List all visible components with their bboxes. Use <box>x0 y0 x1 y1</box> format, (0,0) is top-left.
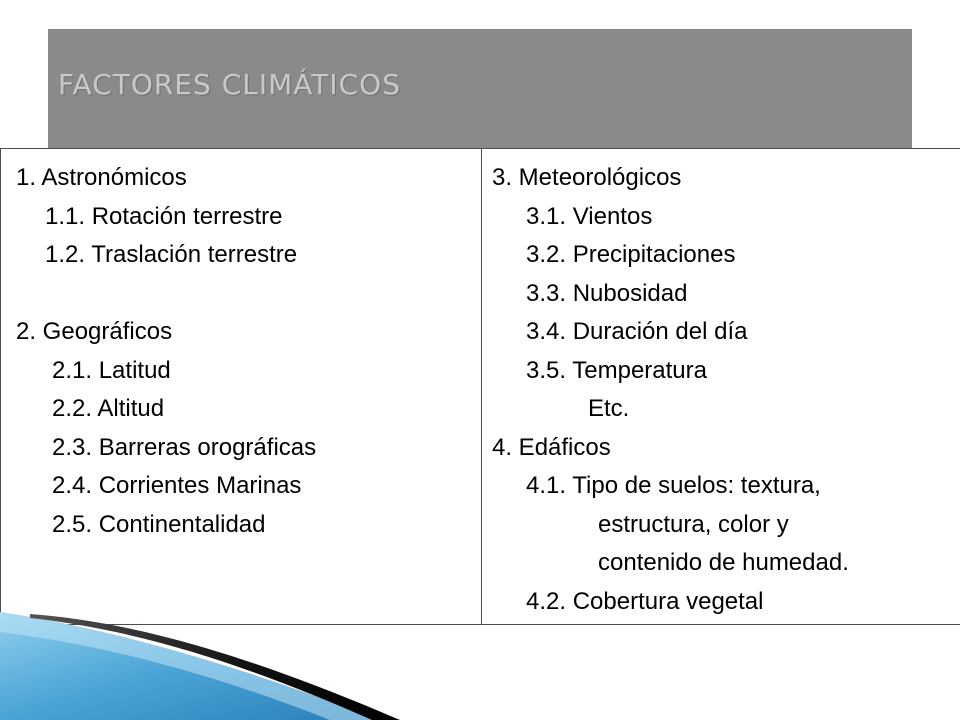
right-column-cell <box>482 149 960 625</box>
factors-table <box>0 148 960 625</box>
factor-item: contenido de humedad. <box>598 549 849 576</box>
factor-heading: 1. Astronómicos <box>16 164 187 191</box>
factor-heading: 2. Geográficos <box>16 318 173 345</box>
factor-item: 4.2. Cobertura vegetal <box>526 587 764 615</box>
factor-heading: 3. Meteorológicos <box>492 164 682 191</box>
factor-item: 1.1. Rotación terrestre <box>45 202 283 230</box>
factor-item: 3.2. Precipitaciones <box>526 241 736 268</box>
factor-item: 2.2. Altitud <box>52 395 165 422</box>
left-column-list <box>1 149 481 544</box>
factor-item: 3.3. Nubosidad <box>526 279 688 307</box>
factor-item: Etc. <box>588 395 630 422</box>
factor-item: 3.1. Vientos <box>526 202 653 230</box>
factor-item: 4.1. Tipo de suelos: textura, <box>526 472 821 499</box>
table-row <box>1 149 960 625</box>
spacer <box>16 275 481 314</box>
right-column-list <box>482 149 960 621</box>
factor-item: 3.4. Duración del día <box>526 318 748 345</box>
factor-item: 3.5. Temperatura <box>526 356 707 384</box>
factor-item: estructura, color y <box>598 510 789 538</box>
factor-item: 1.2. Traslación terrestre <box>45 241 298 268</box>
factor-heading: 4. Edáficos <box>492 433 611 461</box>
left-column-cell <box>1 149 482 625</box>
slide-title: FACTORES CLIMÁTICOS <box>58 68 401 101</box>
factor-item: 2.5. Continentalidad <box>52 510 266 538</box>
decorative-swoosh <box>0 600 420 720</box>
factor-item: 2.4. Corrientes Marinas <box>52 472 302 499</box>
factor-item: 2.3. Barreras orográficas <box>52 433 317 461</box>
factor-item: 2.1. Latitud <box>52 356 171 384</box>
